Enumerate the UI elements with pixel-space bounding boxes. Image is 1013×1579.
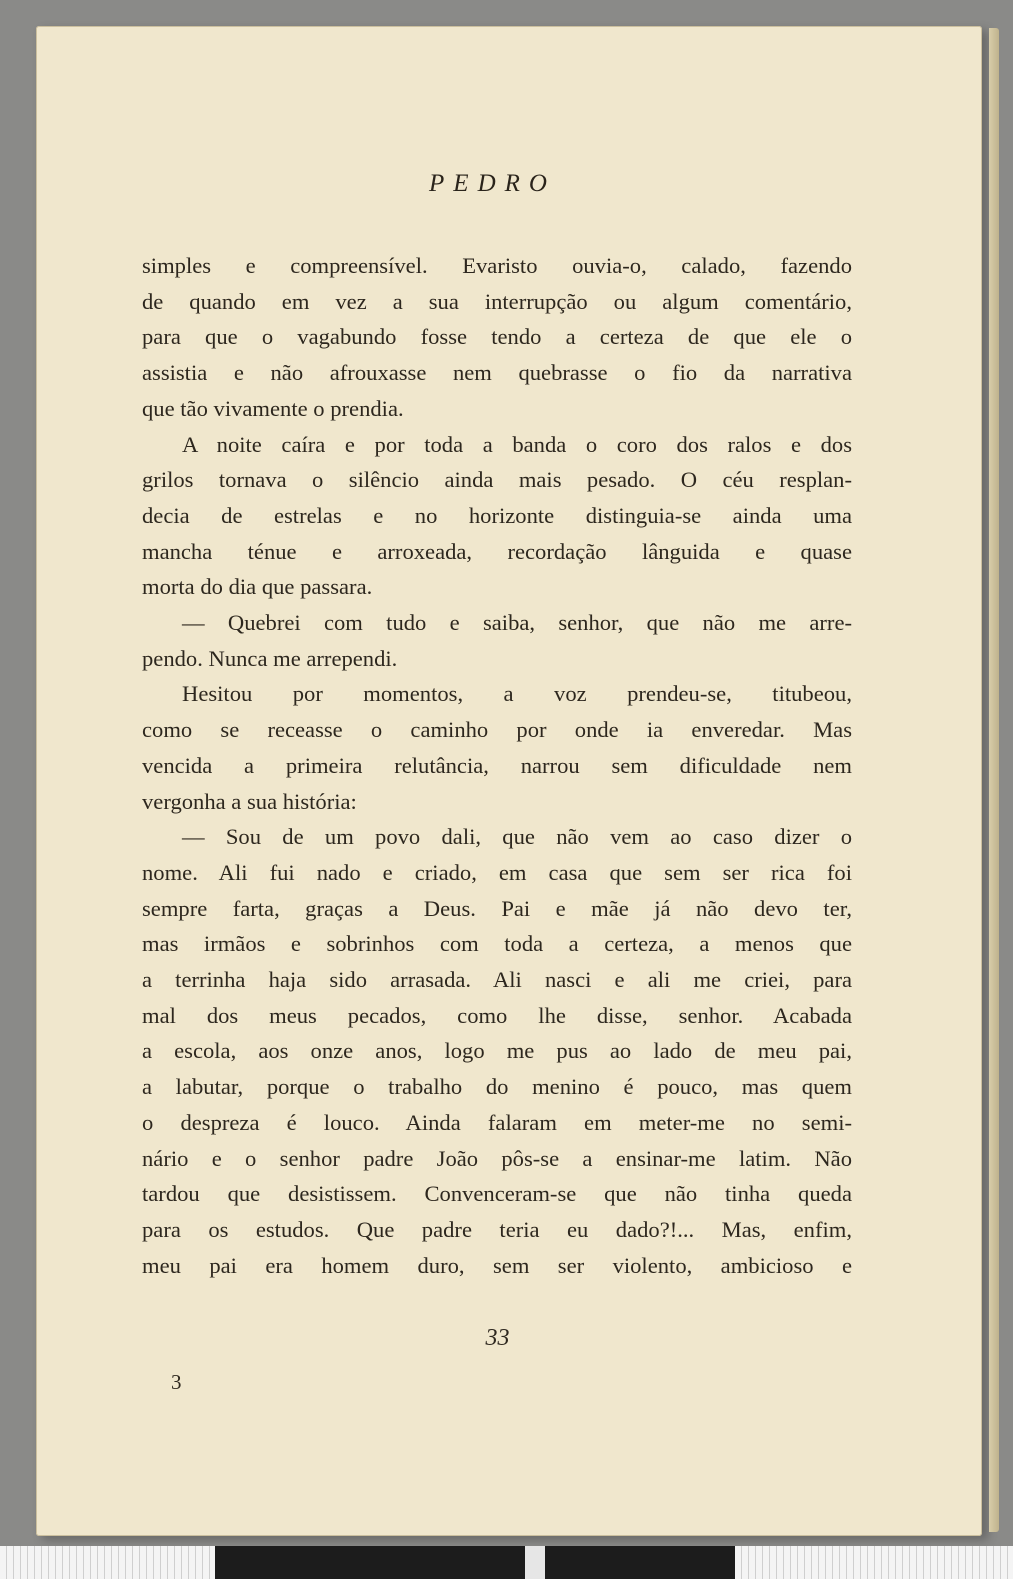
- signature-mark: 3: [171, 1370, 182, 1394]
- page-edge: [989, 28, 999, 1532]
- text-line: assistia e não afrouxasse nem quebrasse o fio da narrativa: [142, 360, 852, 386]
- text-line: vencida a primeira relutância, narrou sem dificuldade nem: [142, 752, 852, 778]
- text-line: vergonha a sua história:: [142, 788, 357, 814]
- text-line: para que o vagabundo fosse tendo a certeza de que ele o: [142, 324, 852, 350]
- text-line: A noite caíra e por toda a banda o coro dos ralos e dos: [182, 431, 852, 457]
- running-head: PEDRO: [429, 170, 556, 197]
- scan-scale-left: [0, 1546, 215, 1579]
- text-line: mal dos meus pecados, como lhe disse, senhor. Acabada: [142, 1002, 852, 1028]
- text-line: nome. Ali fui nado e criado, em casa que sem ser rica foi: [142, 859, 852, 885]
- body-text: [142, 248, 852, 1283]
- text-line: grilos tornava o silêncio ainda mais pesado. O céu resplan-: [142, 467, 852, 493]
- text-line: como se receasse o caminho por onde ia enveredar. Mas: [142, 717, 852, 743]
- text-line: morta do dia que passara.: [142, 574, 373, 600]
- text-line: sempre farta, graças a Deus. Pai e mãe já não devo ter,: [142, 895, 852, 921]
- text-line: pendo. Nunca me arrependi.: [142, 645, 398, 671]
- text-line: Hesitou por momentos, a voz prendeu-se, titubeou,: [182, 681, 852, 707]
- text-line: para os estudos. Que padre teria eu dado?!... Mas, enfim,: [142, 1216, 852, 1242]
- text-line: mancha ténue e arroxeada, recordação lânguida e quase: [142, 538, 852, 564]
- text-line: tardou que desistissem. Convenceram-se que não tinha queda: [142, 1181, 852, 1207]
- text-line: simples e compreensível. Evaristo ouvia-o, calado, fazendo: [142, 253, 852, 278]
- page-number: 33: [485, 1325, 510, 1351]
- text-line: de quando em vez a sua interrupção ou algum comentário,: [142, 288, 852, 314]
- text-line: — Quebrei com tudo e saiba, senhor, que não me arre-: [182, 610, 852, 636]
- text-line: meu pai era homem duro, sem ser violento, ambicioso e: [142, 1252, 852, 1278]
- text-line: nário e o senhor padre João pôs-se a ensinar-me latim. Não: [142, 1145, 852, 1171]
- text-line: a labutar, porque o trabalho do menino é pouco, mas quem: [142, 1074, 852, 1100]
- text-line: mas irmãos e sobrinhos com toda a certeza, a menos que: [142, 931, 852, 957]
- text-line: que tão vivamente o prendia.: [142, 395, 404, 421]
- text-line: a terrinha haja sido arrasada. Ali nasci e ali me criei, para: [142, 967, 852, 993]
- text-line: decia de estrelas e no horizonte distinguia-se ainda uma: [142, 502, 852, 528]
- text-line: o despreza é louco. Ainda falaram em meter-me no semi-: [142, 1109, 852, 1135]
- scan-scale-right: [735, 1546, 1013, 1579]
- scan-scale-mid: [525, 1546, 545, 1579]
- text-line: — Sou de um povo dali, que não vem ao caso dizer o: [182, 824, 852, 850]
- text-line: a escola, aos onze anos, logo me pus ao lado de meu pai,: [142, 1038, 852, 1064]
